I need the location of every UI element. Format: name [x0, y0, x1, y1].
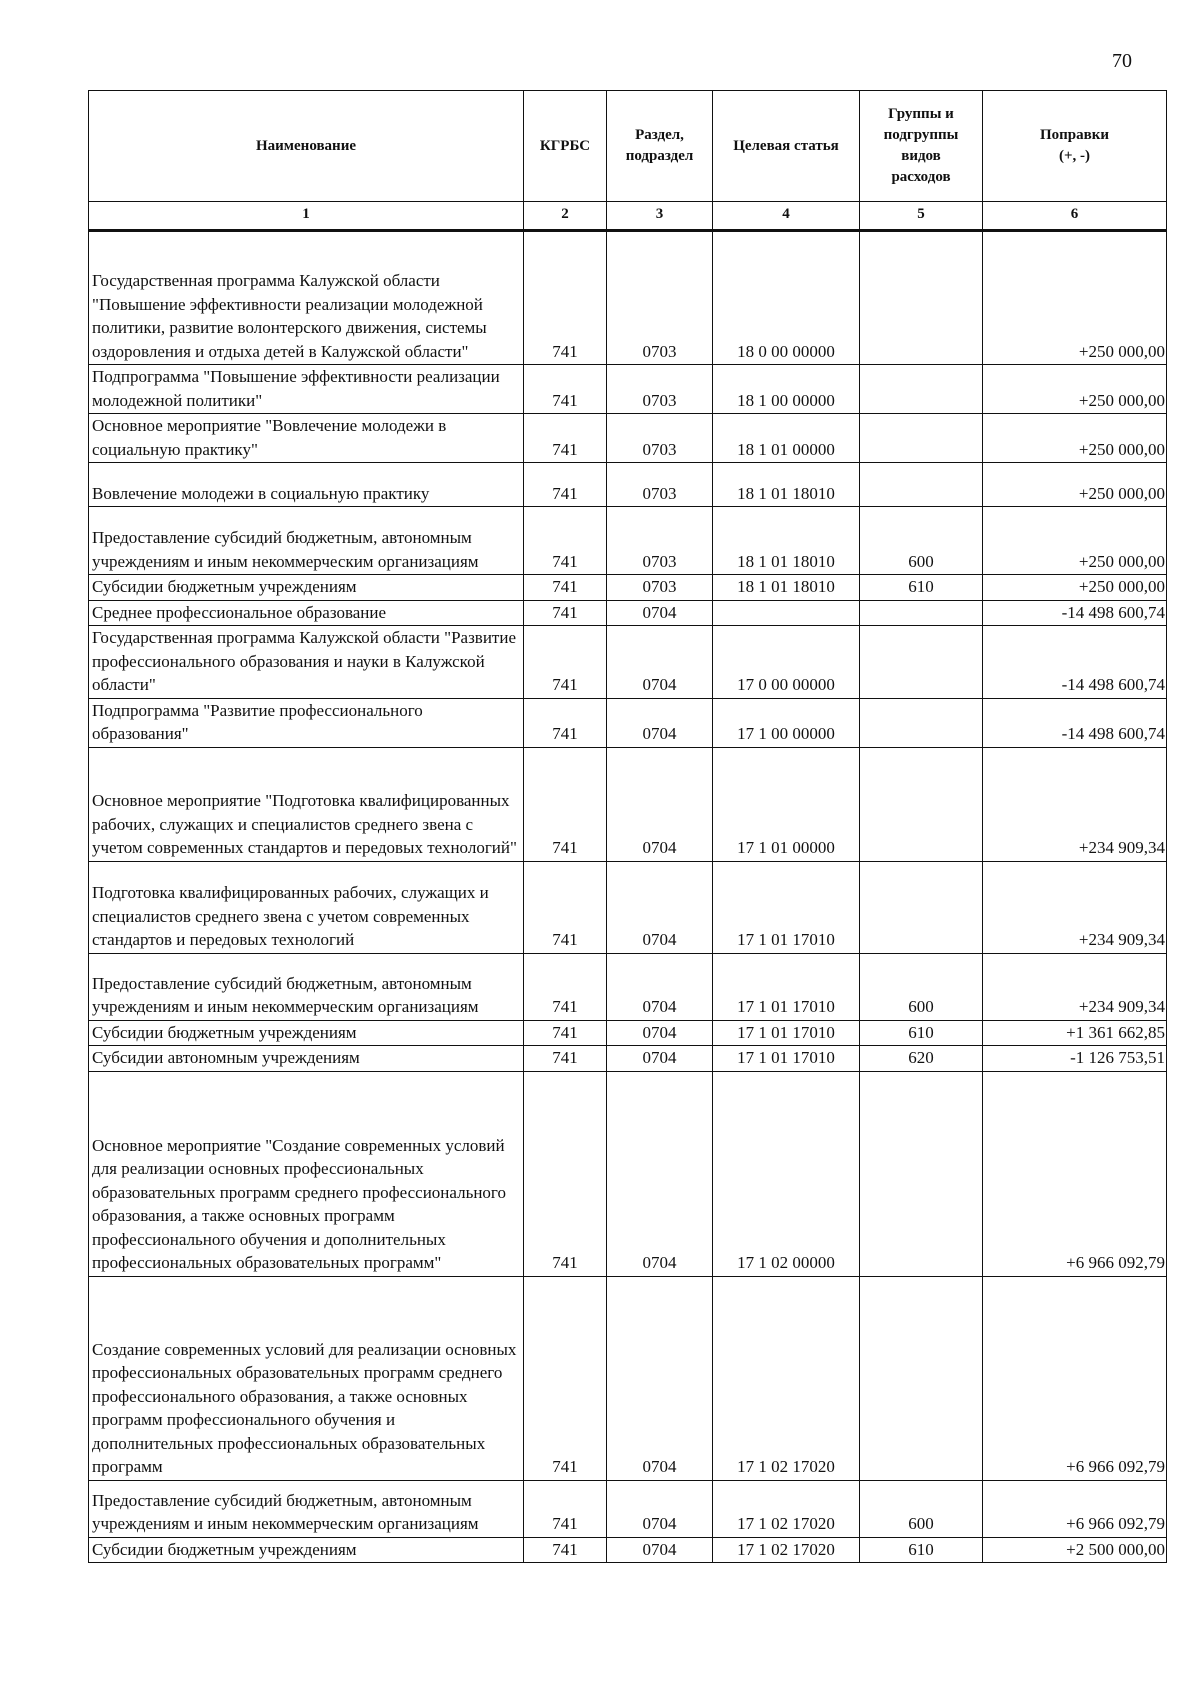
row-group [860, 1071, 983, 1276]
table-row [89, 626, 1167, 699]
header-name: Наименование [89, 91, 524, 202]
row-group [860, 365, 983, 414]
row-razdel: 0704 [607, 1276, 713, 1480]
row-group [860, 463, 983, 507]
row-group [860, 626, 983, 699]
row-target: 17 1 02 17020 [713, 1276, 860, 1480]
row-razdel: 0703 [607, 365, 713, 414]
row-kgrbs: 741 [524, 1480, 607, 1537]
row-name: Государственная программа Калужской области "Повышение эффективности реализации молодежной политики, развитие волонтерского движения, системы оздоровления и отдыха детей в Калужской области" [89, 231, 524, 365]
row-kgrbs: 741 [524, 626, 607, 699]
header-kgrbs: КГРБС [524, 91, 607, 202]
table-row [89, 231, 1167, 365]
row-kgrbs: 741 [524, 600, 607, 626]
row-target: 17 1 02 17020 [713, 1537, 860, 1563]
row-amount: +250 000,00 [983, 365, 1167, 414]
row-target: 18 1 01 18010 [713, 575, 860, 601]
header-razdel: Раздел, подраздел [607, 91, 713, 202]
row-kgrbs: 741 [524, 507, 607, 575]
column-number: 3 [607, 202, 713, 231]
row-group [860, 698, 983, 747]
row-amount: +1 361 662,85 [983, 1020, 1167, 1046]
row-group [860, 600, 983, 626]
row-target: 17 1 01 17010 [713, 1046, 860, 1072]
row-amount: +2 500 000,00 [983, 1537, 1167, 1563]
row-kgrbs: 741 [524, 1020, 607, 1046]
row-kgrbs: 741 [524, 698, 607, 747]
row-razdel: 0704 [607, 600, 713, 626]
column-number: 5 [860, 202, 983, 231]
row-target: 17 1 02 17020 [713, 1480, 860, 1537]
row-name: Подготовка квалифицированных рабочих, служащих и специалистов среднего звена с учетом современных стандартов и передовых технологий [89, 861, 524, 953]
row-razdel: 0703 [607, 414, 713, 463]
row-group: 600 [860, 1480, 983, 1537]
row-razdel: 0704 [607, 953, 713, 1020]
table-row [89, 365, 1167, 414]
row-group: 620 [860, 1046, 983, 1072]
row-amount: +234 909,34 [983, 953, 1167, 1020]
row-name: Государственная программа Калужской области "Развитие профессионального образования и науки в Калужской области" [89, 626, 524, 699]
row-group [860, 1276, 983, 1480]
row-target: 17 1 00 00000 [713, 698, 860, 747]
row-name: Субсидии бюджетным учреждениям [89, 575, 524, 601]
table-row [89, 698, 1167, 747]
row-name: Подпрограмма "Повышение эффективности реализации молодежной политики" [89, 365, 524, 414]
row-group: 610 [860, 1020, 983, 1046]
table-row [89, 953, 1167, 1020]
row-amount: +250 000,00 [983, 463, 1167, 507]
row-kgrbs: 741 [524, 1046, 607, 1072]
row-target: 18 0 00 00000 [713, 231, 860, 365]
row-amount: +250 000,00 [983, 231, 1167, 365]
table-row [89, 1480, 1167, 1537]
row-razdel: 0703 [607, 463, 713, 507]
header-amount: Поправки (+, -) [983, 91, 1167, 202]
row-kgrbs: 741 [524, 414, 607, 463]
table-row [89, 747, 1167, 861]
row-amount: +250 000,00 [983, 414, 1167, 463]
row-kgrbs: 741 [524, 1537, 607, 1563]
row-kgrbs: 741 [524, 747, 607, 861]
row-razdel: 0704 [607, 747, 713, 861]
row-target: 17 1 01 00000 [713, 747, 860, 861]
row-target: 17 1 01 17010 [713, 1020, 860, 1046]
row-name: Подпрограмма "Развитие профессионального образования" [89, 698, 524, 747]
row-kgrbs: 741 [524, 463, 607, 507]
row-kgrbs: 741 [524, 231, 607, 365]
row-name: Основное мероприятие "Создание современных условий для реализации основных профессиональных образовательных программ среднего профессионального образования, а также основных программ профессионального обучения и дополнительных профессиональных образовательных программ" [89, 1071, 524, 1276]
row-amount: +250 000,00 [983, 507, 1167, 575]
row-group: 610 [860, 1537, 983, 1563]
table-row [89, 861, 1167, 953]
row-razdel: 0704 [607, 1071, 713, 1276]
row-name: Субсидии бюджетным учреждениям [89, 1537, 524, 1563]
row-target: 17 0 00 00000 [713, 626, 860, 699]
row-razdel: 0703 [607, 231, 713, 365]
page-number: 70 [1112, 50, 1132, 72]
row-kgrbs: 741 [524, 1276, 607, 1480]
row-razdel: 0704 [607, 1537, 713, 1563]
header-group: Группы и подгруппы видов расходов [860, 91, 983, 202]
row-group: 600 [860, 507, 983, 575]
row-amount: +234 909,34 [983, 861, 1167, 953]
row-target: 17 1 02 00000 [713, 1071, 860, 1276]
row-name: Вовлечение молодежи в социальную практику [89, 463, 524, 507]
row-razdel: 0704 [607, 1480, 713, 1537]
column-number: 4 [713, 202, 860, 231]
row-razdel: 0704 [607, 1046, 713, 1072]
row-group [860, 231, 983, 365]
row-kgrbs: 741 [524, 953, 607, 1020]
budget-amendments-table [88, 90, 1167, 1563]
row-group: 600 [860, 953, 983, 1020]
row-name: Среднее профессиональное образование [89, 600, 524, 626]
row-group: 610 [860, 575, 983, 601]
table-row [89, 1071, 1167, 1276]
row-name: Предоставление субсидий бюджетным, автономным учреждениям и иным некоммерческим организациям [89, 1480, 524, 1537]
row-kgrbs: 741 [524, 1071, 607, 1276]
column-number: 2 [524, 202, 607, 231]
row-razdel: 0704 [607, 698, 713, 747]
table-row [89, 575, 1167, 601]
row-amount: +234 909,34 [983, 747, 1167, 861]
column-number-row [89, 202, 1167, 231]
row-name: Создание современных условий для реализации основных профессиональных образовательных программ среднего профессионального образования, а также основных программ профессионального обучения и дополнительных профессиональных образовательных программ [89, 1276, 524, 1480]
row-name: Субсидии бюджетным учреждениям [89, 1020, 524, 1046]
row-name: Субсидии автономным учреждениям [89, 1046, 524, 1072]
table-row [89, 414, 1167, 463]
row-target: 18 1 00 00000 [713, 365, 860, 414]
row-group [860, 414, 983, 463]
table-row [89, 463, 1167, 507]
table-row [89, 1020, 1167, 1046]
table-row [89, 600, 1167, 626]
row-amount: -14 498 600,74 [983, 626, 1167, 699]
row-amount: +250 000,00 [983, 575, 1167, 601]
row-kgrbs: 741 [524, 575, 607, 601]
row-amount: -1 126 753,51 [983, 1046, 1167, 1072]
row-group [860, 747, 983, 861]
row-amount: +6 966 092,79 [983, 1480, 1167, 1537]
row-razdel: 0703 [607, 575, 713, 601]
row-amount: +6 966 092,79 [983, 1276, 1167, 1480]
row-amount: +6 966 092,79 [983, 1071, 1167, 1276]
row-target: 17 1 01 17010 [713, 953, 860, 1020]
table-row [89, 1276, 1167, 1480]
row-target: 17 1 01 17010 [713, 861, 860, 953]
table-row [89, 1537, 1167, 1563]
row-razdel: 0704 [607, 1020, 713, 1046]
table-header [89, 91, 1167, 202]
row-kgrbs: 741 [524, 861, 607, 953]
row-name: Предоставление субсидий бюджетным, автономным учреждениям и иным некоммерческим организациям [89, 507, 524, 575]
table-row [89, 507, 1167, 575]
row-group [860, 861, 983, 953]
row-razdel: 0704 [607, 626, 713, 699]
row-name: Основное мероприятие "Подготовка квалифицированных рабочих, служащих и специалистов среднего звена с учетом современных стандартов и передовых технологий" [89, 747, 524, 861]
row-name: Предоставление субсидий бюджетным, автономным учреждениям и иным некоммерческим организациям [89, 953, 524, 1020]
column-number: 1 [89, 202, 524, 231]
row-amount: -14 498 600,74 [983, 698, 1167, 747]
row-target [713, 600, 860, 626]
column-number: 6 [983, 202, 1167, 231]
row-razdel: 0704 [607, 861, 713, 953]
row-target: 18 1 01 00000 [713, 414, 860, 463]
row-target: 18 1 01 18010 [713, 507, 860, 575]
table-body [89, 202, 1167, 1563]
row-kgrbs: 741 [524, 365, 607, 414]
row-name: Основное мероприятие "Вовлечение молодежи в социальную практику" [89, 414, 524, 463]
row-razdel: 0703 [607, 507, 713, 575]
row-target: 18 1 01 18010 [713, 463, 860, 507]
table-row [89, 1046, 1167, 1072]
header-target: Целевая статья [713, 91, 860, 202]
row-amount: -14 498 600,74 [983, 600, 1167, 626]
